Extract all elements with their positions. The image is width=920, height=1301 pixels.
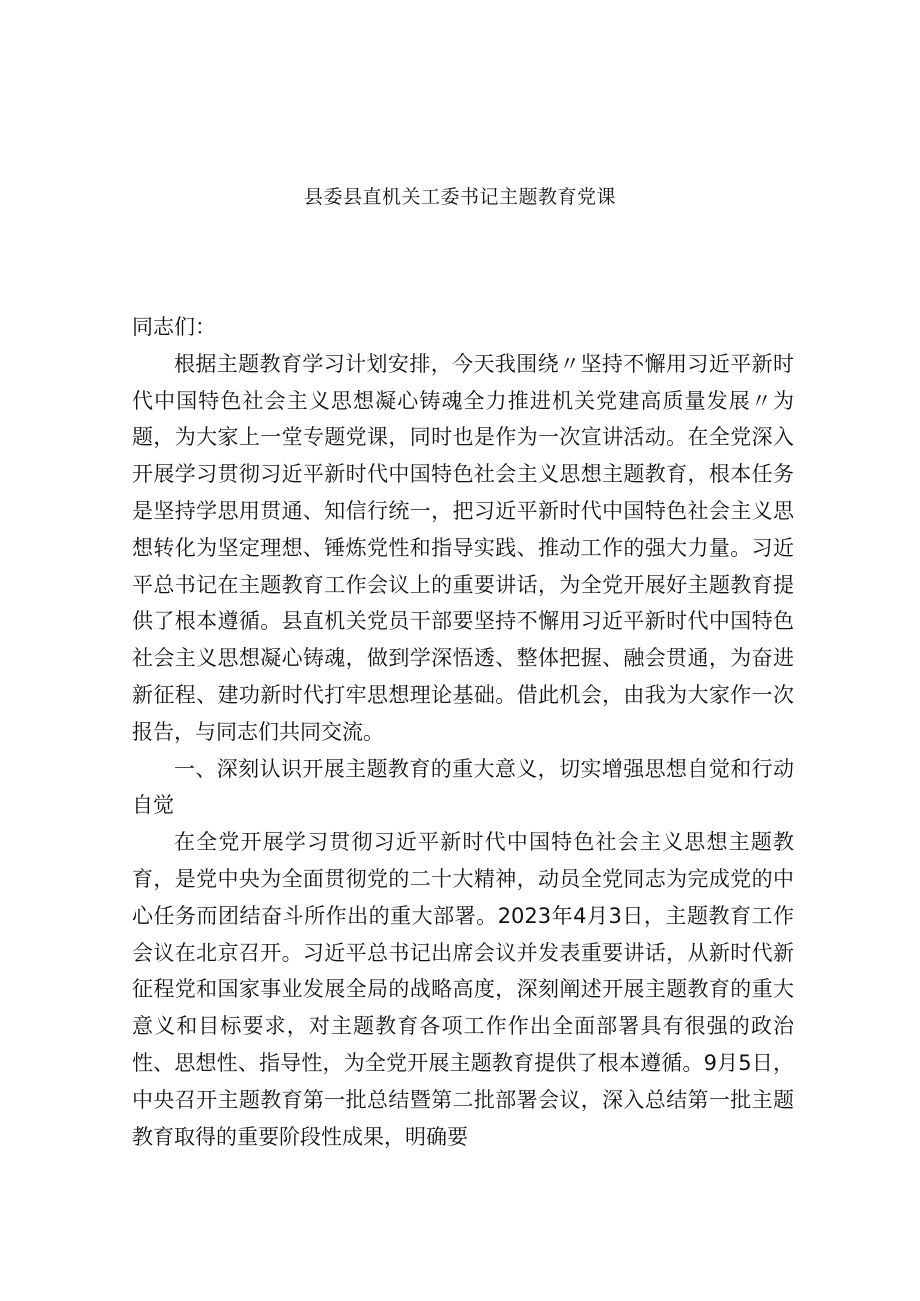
body-paragraph: 根据主题教育学习计划安排，今天我围绕〃坚持不懈用习近平新时代中国特色社会主义思想凝心铸魂全力推进机关党建高质量发展〃为题，为大家上一堂专题党课，同时也是作为一次宣讲活动。在全党深入开展学习贯彻习近平新时代中国特色社会主义思想主题教育，根本任务是坚持学思用贯通、知信行统一，把习近平新时代中国特色社会主义思想转化为坚定理想、锤炼党性和指导实践、推动工作的强大力量。习近平总书记在主题教育工作会议上的重要讲话，为全党开展好主题教育提供了根本遵循。县直机关党员干部要坚持不懈用习近平新时代中国特色社会主义思想凝心铸魂，做到学深悟透、整体把握、融会贯通，为奋进新征程、建功新时代打牢思想理论基础。借此机会，由我为大家作一次报告，与同志们共同交流。 [132,351,794,744]
section-heading: 一、深刻认识开展主题教育的重大意义，切实增强思想自觉和行动自觉 [132,756,794,818]
document-title: 县委县直机关工委书记主题教育党课 [303,186,616,208]
section-paragraph: 在全党开展学习贯彻习近平新时代中国特色社会主义思想主题教育，是党中央为全面贯彻党的二十大精神，动员全党同志为完成党的中心任务而团结奋斗所作出的重大部署。2023年4月3日，主题教育工作会议在北京召开。习近平总书记出席会议并发表重要讲话，从新时代新征程党和国家事业发展全局的战略高度，深刻阐述开展主题教育的重大意义和目标要求，对主题教育各项工作作出全面部署具有很强的政治性、思想性、指导性，为全党开展主题教育提供了根本遵循。9月5日，中央召开主题教育第一批总结暨第二批部署会议，深入总结第一批主题教育取得的重要阶段性成果，明确要 [132,830,794,1149]
salutation: 同志们： [132,315,216,339]
document-body [132,309,794,1155]
